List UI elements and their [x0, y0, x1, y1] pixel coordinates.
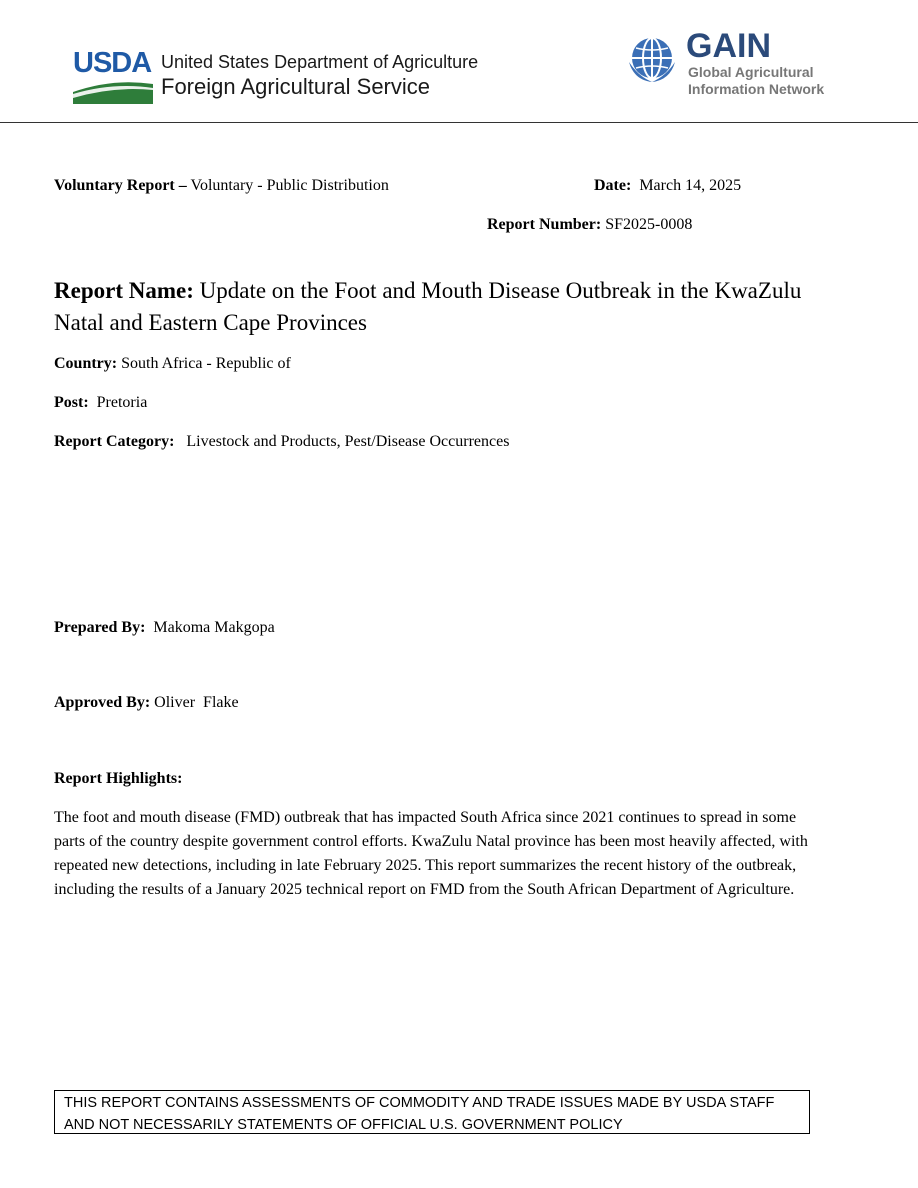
- country-value: South Africa - Republic of: [121, 355, 291, 372]
- report-number-line: [487, 215, 692, 235]
- voluntary-report-value: Voluntary - Public Distribution: [190, 177, 389, 194]
- report-name: [54, 275, 814, 339]
- disclaimer-line2: AND NOT NECESSARILY STATEMENTS OF OFFICIAL U.S. GOVERNMENT POLICY: [64, 1117, 623, 1133]
- post-line: [54, 393, 147, 413]
- report-category-value: Livestock and Products, Pest/Disease Occurrences: [186, 433, 510, 450]
- post-value: Pretoria: [96, 394, 148, 411]
- report-category-line: [54, 432, 509, 452]
- report-highlights-body: The foot and mouth disease (FMD) outbreak that has impacted South Africa since 2021 continues to spread in some parts of the country despite government control efforts. KwaZulu Natal province has been most heavily affected, with repeated new detections, including in late February 2025. This report summarizes the recent history of the outbreak, including the results of a January 2025 technical report on FMD from the South African Department of Agriculture.: [54, 809, 808, 898]
- usda-logo-text: USDA: [73, 47, 152, 79]
- approved-by-line: [54, 693, 239, 713]
- prepared-by-line: [54, 618, 275, 638]
- voluntary-report-label: Voluntary Report –: [54, 177, 187, 194]
- header-divider: [0, 122, 918, 123]
- report-highlights-heading-text: Report Highlights:: [54, 770, 183, 787]
- report-number-label: Report Number:: [487, 216, 602, 233]
- report-name-value: Update on the Foot and Mouth Disease Outbreak in the KwaZulu Natal and Eastern Cape Provinces: [54, 278, 802, 335]
- report-highlights-heading: [54, 769, 182, 789]
- gain-subtitle-line1: Global Agricultural: [688, 64, 814, 80]
- usda-service-name: Foreign Agricultural Service: [161, 74, 431, 99]
- disclaimer-line1: THIS REPORT CONTAINS ASSESSMENTS OF COMMODITY AND TRADE ISSUES MADE BY USDA STAFF: [64, 1095, 775, 1111]
- voluntary-report-line: [54, 176, 389, 196]
- disclaimer-box: [54, 1090, 810, 1134]
- usda-logo-swoosh-icon: [73, 80, 153, 104]
- usda-department-name: United States Department of Agriculture: [161, 52, 479, 72]
- country-line: [54, 354, 291, 374]
- report-number-value: SF2025-0008: [605, 216, 693, 233]
- prepared-by-value: Makoma Makgopa: [153, 619, 275, 636]
- date-label: Date:: [594, 177, 632, 194]
- prepared-by-label: Prepared By:: [54, 619, 146, 636]
- report-category-label: Report Category:: [54, 433, 175, 450]
- country-label: Country:: [54, 355, 118, 372]
- gain-logo-text: GAIN: [686, 27, 771, 65]
- date-value: March 14, 2025: [639, 177, 742, 194]
- gain-subtitle-line2: Information Network: [688, 81, 825, 97]
- date-line: [594, 176, 741, 196]
- post-label: Post:: [54, 394, 89, 411]
- globe-icon: [626, 32, 678, 84]
- approved-by-label: Approved By:: [54, 694, 151, 711]
- approved-by-value: Oliver Flake: [154, 694, 239, 711]
- report-name-label: Report Name:: [54, 278, 194, 303]
